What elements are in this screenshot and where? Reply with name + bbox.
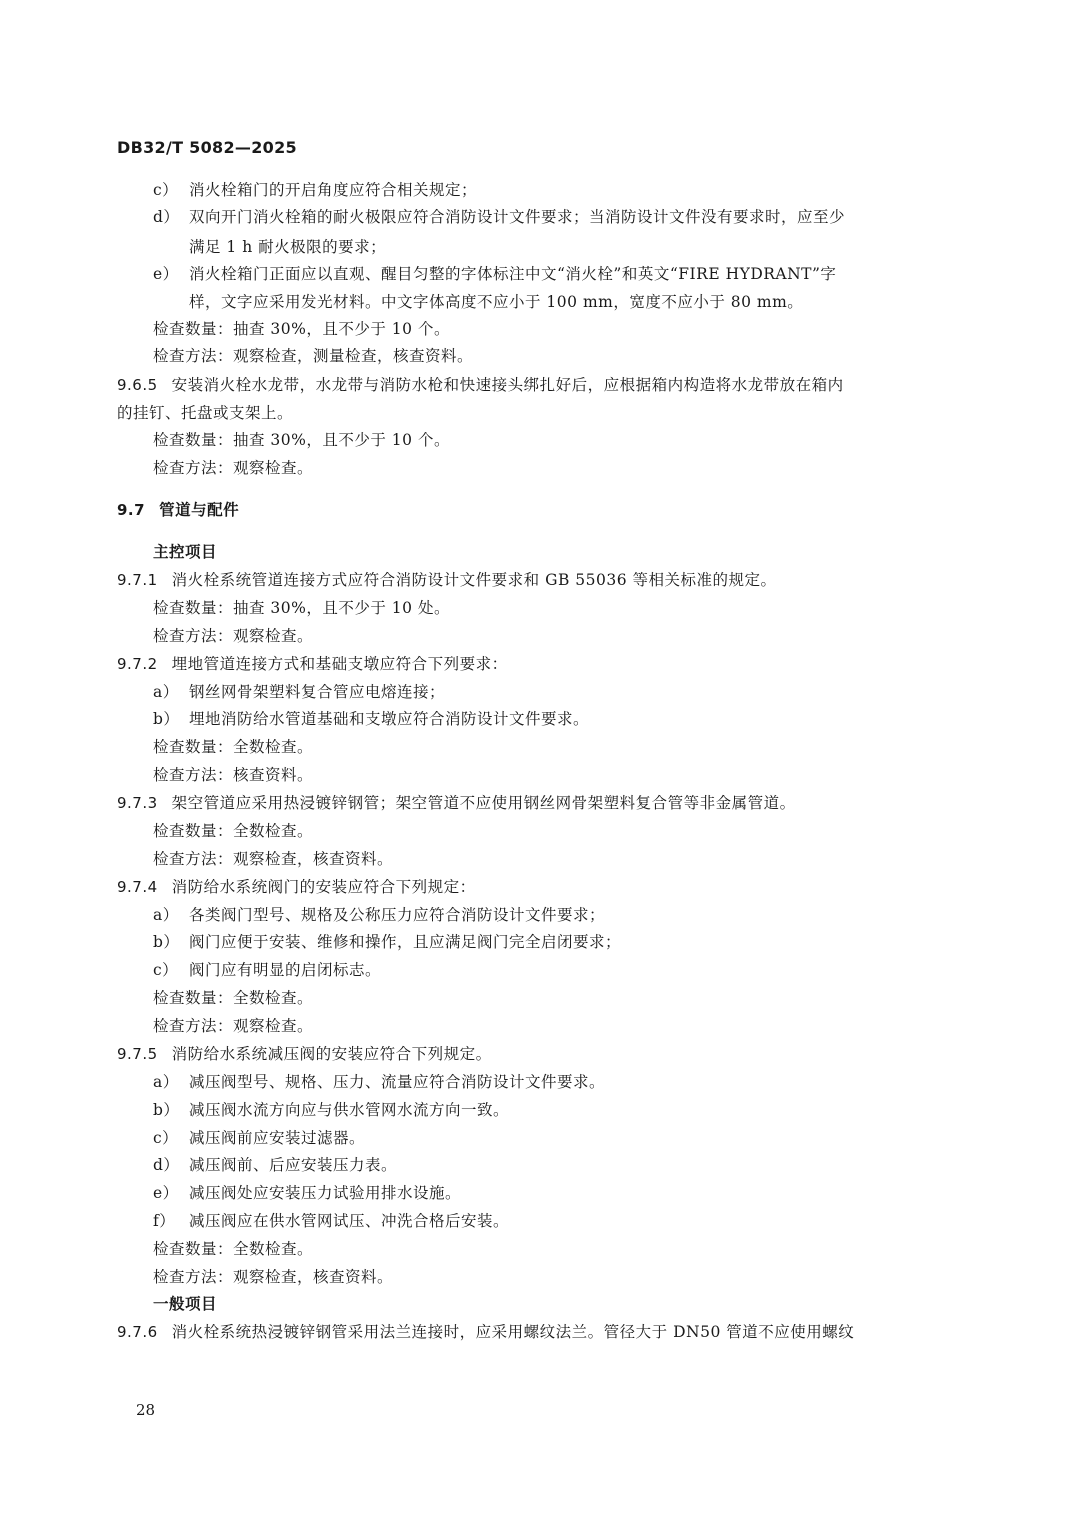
text-line — [117, 654, 508, 674]
line-text: 埋地消防给水管道基础和支墩应符合消防设计文件要求。 — [189, 710, 590, 728]
text-line — [189, 292, 803, 312]
list-item-marker: a） — [153, 1073, 179, 1091]
text-line — [153, 1239, 313, 1259]
line-text: 消防给水系统减压阀的安装应符合下列规定。 — [171, 1045, 492, 1063]
line-text: 满足 1 h 耐火极限的要求； — [189, 238, 387, 256]
line-text: 减压阀处应安装压力试验用排水设施。 — [189, 1184, 462, 1202]
standard-code: DB32/T 5082—2025 — [117, 138, 297, 157]
line-text: 的挂钉、托盘或支架上。 — [117, 404, 294, 422]
text-line — [153, 346, 473, 366]
line-text: 一般项目 — [153, 1295, 218, 1313]
text-line — [153, 905, 605, 925]
list-item-marker: f） — [153, 1212, 176, 1230]
text-line — [153, 430, 450, 450]
line-text: 安装消火栓水龙带，水龙带与消防水枪和快速接头绑扎好后，应根据箱内构造将水龙带放在箱内 — [171, 376, 844, 394]
line-text: 检查数量：全数检查。 — [153, 1240, 314, 1258]
text-line — [153, 765, 313, 785]
line-text: 检查方法：核查资料。 — [153, 766, 314, 784]
line-text: 管道与配件 — [159, 501, 240, 519]
list-item-marker: d） — [153, 1156, 180, 1174]
text-line — [153, 180, 477, 200]
line-text: 样，文字应采用发光材料。中文字体高度不应小于 100 mm，宽度不应小于 80 mm。 — [189, 293, 804, 311]
text-line — [117, 500, 239, 520]
text-line — [153, 598, 450, 618]
line-text: 主控项目 — [153, 543, 218, 561]
text-line — [153, 458, 313, 478]
clause-number: 9.7.1 — [117, 571, 158, 589]
text-line — [117, 1044, 492, 1064]
text-line — [153, 626, 313, 646]
list-item-marker: b） — [153, 1101, 180, 1119]
line-text: 钢丝网骨架塑料复合管应电熔连接； — [189, 683, 446, 701]
text-line — [153, 542, 217, 562]
line-text: 检查数量：全数检查。 — [153, 822, 314, 840]
line-text: 检查数量：全数检查。 — [153, 738, 314, 756]
line-text: 埋地管道连接方式和基础支墩应符合下列要求： — [171, 655, 508, 673]
line-text: 阀门应有明显的启闭标志。 — [189, 961, 382, 979]
text-line — [117, 877, 476, 897]
text-line — [153, 1072, 605, 1092]
clause-number: 9.7.2 — [117, 655, 158, 673]
text-line — [117, 375, 844, 395]
clause-number: 9.7.3 — [117, 794, 158, 812]
text-line — [153, 737, 313, 757]
clause-number: 9.7 — [117, 501, 146, 519]
text-line — [117, 403, 293, 423]
list-item-marker: c） — [153, 1129, 179, 1147]
line-text: 检查方法：观察检查。 — [153, 459, 314, 477]
text-line — [189, 237, 386, 257]
line-text: 减压阀应在供水管网试压、冲洗合格后安装。 — [189, 1212, 510, 1230]
line-text: 消火栓箱门的开启角度应符合相关规定； — [189, 181, 478, 199]
line-text: 检查方法：观察检查。 — [153, 627, 314, 645]
list-item-marker: c） — [153, 181, 179, 199]
line-text: 检查数量：抽查 30%，且不少于 10 处。 — [153, 599, 450, 617]
line-text: 消火栓箱门正面应以直观、醒目匀整的字体标注中文“消火栓”和英文“FIRE HYDRANT”字 — [189, 265, 837, 283]
line-text: 检查方法：观察检查，测量检查，核查资料。 — [153, 347, 474, 365]
line-text: 减压阀水流方向应与供水管网水流方向一致。 — [189, 1101, 510, 1119]
text-line — [153, 264, 836, 284]
list-item-marker: e） — [153, 265, 179, 283]
text-line — [153, 960, 381, 980]
text-line — [153, 1183, 461, 1203]
line-text: 减压阀前应安装过滤器。 — [189, 1129, 366, 1147]
line-text: 架空管道应采用热浸镀锌钢管；架空管道不应使用钢丝网骨架塑料复合管等非金属管道。 — [171, 794, 796, 812]
list-item-marker: a） — [153, 906, 179, 924]
line-text: 阀门应便于安装、维修和操作，且应满足阀门完全启闭要求； — [189, 933, 622, 951]
list-item-marker: b） — [153, 710, 180, 728]
text-line — [117, 570, 777, 590]
line-text: 各类阀门型号、规格及公称压力应符合消防设计文件要求； — [189, 906, 606, 924]
line-text: 检查数量：抽查 30%，且不少于 10 个。 — [153, 431, 450, 449]
list-item-marker: e） — [153, 1184, 179, 1202]
text-line — [153, 988, 313, 1008]
line-text: 消火栓系统热浸镀锌钢管采用法兰连接时，应采用螺纹法兰。管径大于 DN50 管道不应使用螺纹 — [171, 1323, 855, 1341]
line-text: 检查方法：观察检查。 — [153, 1017, 314, 1035]
list-item-marker: b） — [153, 933, 180, 951]
page-number: 28 — [136, 1401, 156, 1419]
clause-number: 9.7.5 — [117, 1045, 158, 1063]
line-text: 检查数量：全数检查。 — [153, 989, 314, 1007]
line-text: 减压阀前、后应安装压力表。 — [189, 1156, 398, 1174]
text-line — [153, 1100, 509, 1120]
line-text: 消防给水系统阀门的安装应符合下列规定： — [171, 878, 476, 896]
line-text: 检查数量：抽查 30%，且不少于 10 个。 — [153, 320, 450, 338]
text-line — [117, 793, 796, 813]
clause-number: 9.6.5 — [117, 376, 158, 394]
text-line — [153, 207, 845, 227]
text-line — [153, 932, 621, 952]
list-item-marker: d） — [153, 208, 180, 226]
text-line — [153, 1294, 217, 1314]
text-line — [117, 1322, 854, 1342]
text-line — [153, 1155, 397, 1175]
line-text: 减压阀型号、规格、压力、流量应符合消防设计文件要求。 — [189, 1073, 606, 1091]
line-text: 检查方法：观察检查，核查资料。 — [153, 850, 394, 868]
text-line — [153, 1128, 365, 1148]
text-line — [153, 709, 589, 729]
line-text: 双向开门消火栓箱的耐火极限应符合消防设计文件要求；当消防设计文件没有要求时，应至少 — [189, 208, 846, 226]
text-line — [153, 1267, 393, 1287]
line-text: 检查方法：观察检查，核查资料。 — [153, 1268, 394, 1286]
text-line — [153, 682, 445, 702]
list-item-marker: a） — [153, 683, 179, 701]
clause-number: 9.7.4 — [117, 878, 158, 896]
text-line — [153, 319, 450, 339]
clause-number: 9.7.6 — [117, 1323, 158, 1341]
text-line — [153, 849, 393, 869]
text-line — [153, 1211, 509, 1231]
line-text: 消火栓系统管道连接方式应符合消防设计文件要求和 GB 55036 等相关标准的规定。 — [171, 571, 777, 589]
text-line — [153, 1016, 313, 1036]
list-item-marker: c） — [153, 961, 179, 979]
text-line — [153, 821, 313, 841]
